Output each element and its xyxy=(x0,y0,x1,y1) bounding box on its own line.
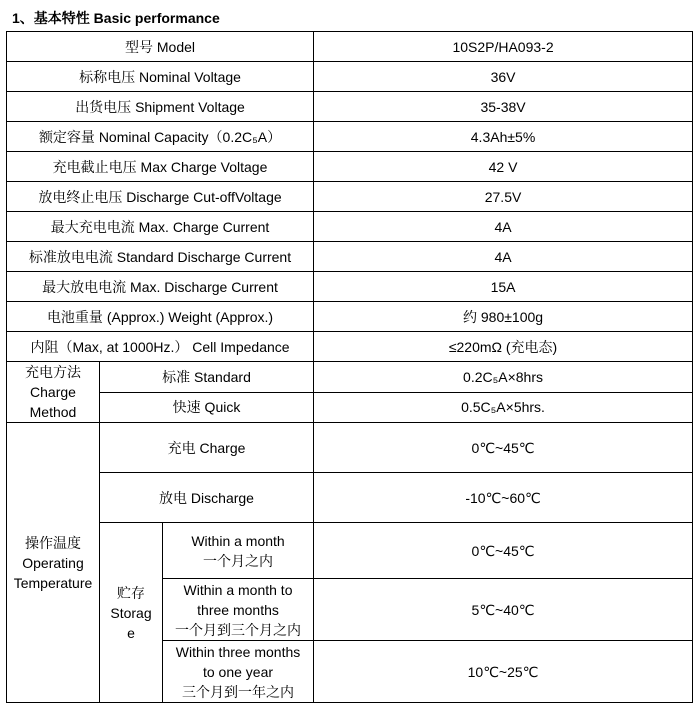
row-label: 内阻（Max, at 1000Hz.） Cell Impedance xyxy=(7,332,314,362)
table-row xyxy=(7,212,693,242)
period-line: Within a month xyxy=(191,532,285,549)
table-row xyxy=(7,62,693,92)
table-row xyxy=(7,392,693,423)
row-value: 4A xyxy=(314,242,693,272)
table-row xyxy=(7,182,693,212)
row-value: 15A xyxy=(314,272,693,302)
temp-charge-value: 0℃~45℃ xyxy=(314,423,693,473)
storage-period xyxy=(163,523,314,579)
charge-quick-value: 0.5C₅A×5hrs. xyxy=(314,392,693,423)
row-value: 约 980±100g xyxy=(314,302,693,332)
temp-charge-label: 充电 Charge xyxy=(100,423,314,473)
period-line: Within three months xyxy=(175,643,301,660)
period-line: 一个月到三个月之内 xyxy=(175,621,302,638)
period-line: 一个月之内 xyxy=(203,552,274,569)
row-value: 35-38V xyxy=(314,92,693,122)
row-value: 42 V xyxy=(314,152,693,182)
storage-period xyxy=(163,641,314,703)
label-line: Method xyxy=(29,404,77,420)
table-row xyxy=(7,473,693,523)
charge-method-label xyxy=(7,362,100,423)
table-row xyxy=(7,242,693,272)
section-title: 1、基本特性 Basic performance xyxy=(12,10,220,26)
table-row xyxy=(7,332,693,362)
basic-performance-table xyxy=(6,31,693,703)
table-row xyxy=(7,362,693,393)
temp-discharge-label: 放电 Discharge xyxy=(100,473,314,523)
row-label: 最大充电电流 Max. Charge Current xyxy=(7,212,314,242)
storage-period xyxy=(163,579,314,641)
row-label: 标称电压 Nominal Voltage xyxy=(7,62,314,92)
label-line: Temperature xyxy=(13,574,93,591)
row-value: 10S2P/HA093-2 xyxy=(314,32,693,62)
table-row xyxy=(7,302,693,332)
temp-discharge-value: -10℃~60℃ xyxy=(314,473,693,523)
label-line: Charge xyxy=(30,384,76,400)
row-label: 最大放电电流 Max. Discharge Current xyxy=(7,272,314,302)
label-line: 贮存 xyxy=(117,584,145,601)
row-value: 4.3Ah±5% xyxy=(314,122,693,152)
table-row xyxy=(7,152,693,182)
table-row xyxy=(7,32,693,62)
storage-value: 10℃~25℃ xyxy=(314,641,693,703)
table-row xyxy=(7,523,693,579)
row-value: 4A xyxy=(314,212,693,242)
row-value: 36V xyxy=(314,62,693,92)
row-value: ≤220mΩ (充电态) xyxy=(314,332,693,362)
charge-quick-label: 快速 Quick xyxy=(100,392,314,423)
table-row xyxy=(7,122,693,152)
label-line: 操作温度 xyxy=(25,534,81,551)
storage-label xyxy=(100,523,163,703)
row-label: 型号 Model xyxy=(7,32,314,62)
row-label: 标准放电电流 Standard Discharge Current xyxy=(7,242,314,272)
period-line: Within a month to xyxy=(183,581,293,598)
table-row xyxy=(7,92,693,122)
period-line: three months xyxy=(197,601,279,618)
label-line: Operating xyxy=(22,554,84,571)
label-line: 充电方法 xyxy=(25,364,81,380)
label-line: Storag xyxy=(110,604,152,621)
period-line: 三个月到一年之内 xyxy=(182,683,295,700)
label-line: e xyxy=(127,624,135,641)
row-label: 出货电压 Shipment Voltage xyxy=(7,92,314,122)
operating-temperature-label xyxy=(7,423,100,703)
storage-value: 0℃~45℃ xyxy=(314,523,693,579)
table-row xyxy=(7,423,693,473)
row-label: 放电终止电压 Discharge Cut-offVoltage xyxy=(7,182,314,212)
period-line: to one year xyxy=(202,663,274,680)
row-label: 充电截止电压 Max Charge Voltage xyxy=(7,152,314,182)
storage-value: 5℃~40℃ xyxy=(314,579,693,641)
charge-standard-label: 标准 Standard xyxy=(100,362,314,393)
row-label: 额定容量 Nominal Capacity（0.2C₅A） xyxy=(7,122,314,152)
row-label: 电池重量 (Approx.) Weight (Approx.) xyxy=(7,302,314,332)
charge-standard-value: 0.2C₅A×8hrs xyxy=(314,362,693,393)
row-value: 27.5V xyxy=(314,182,693,212)
table-row xyxy=(7,272,693,302)
